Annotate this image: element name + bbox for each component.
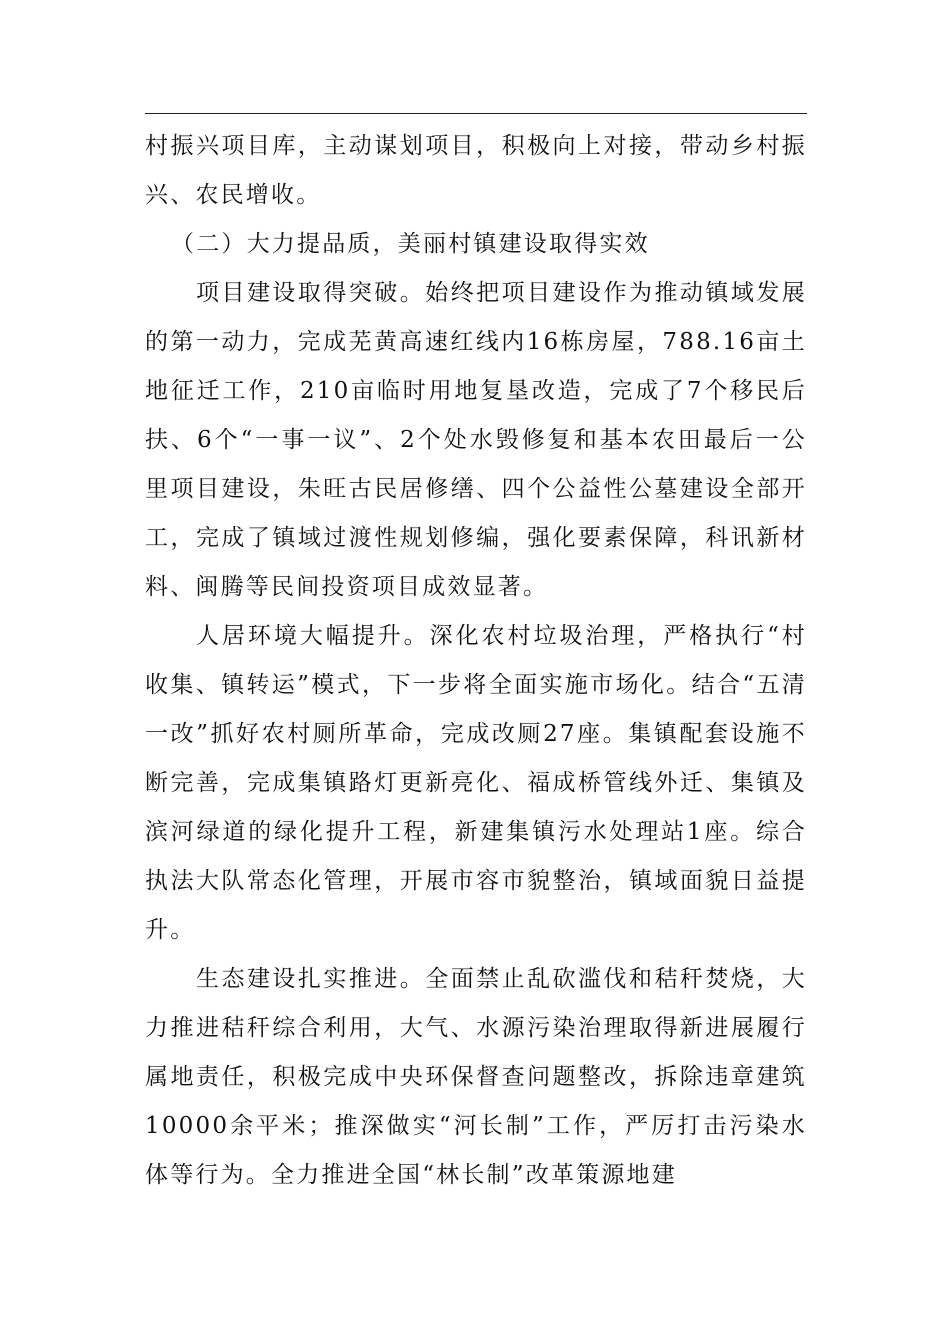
paragraph-project-construction: 项目建设取得突破。始终把项目建设作为推动镇域发展的第一动力，完成芜黄高速红线内16栋房屋，788.16亩土地征迁工作，210亩临时用地复垦改造，完成了7个移民后扶、6个“一事一议”、2个处水毁修复和基本农田最后一公里项目建设，朱旺古民居修缮、四个公益性公墓建设全部开工，完成了镇域过渡性规划修编，强化要素保障，科讯新材料、闽腾等民间投资项目成效显著。	[145, 280, 807, 600]
section-heading: （二）大力提品质，美丽村镇建设取得实效	[171, 231, 650, 257]
paragraph-living-environment: 人居环境大幅提升。深化农村垃圾治理，严格执行“村收集、镇转运”模式，下一步将全面实施市场化。结合“五清一改”抓好农村厕所革命，完成改厕27座。集镇配套设施不断完善，完成集镇路灯更新亮化、福成桥管线外迁、集镇及滨河绿道的绿化提升工程，新建集镇污水处理站1座。综合执法大队常态化管理，开展市容市貌整治，镇域面貌日益提升。	[145, 623, 807, 943]
paragraph-continuation: 村振兴项目库，主动谋划项目，积极向上对接，带动乡村振兴、农民增收。	[145, 133, 807, 208]
document-body	[145, 122, 807, 1200]
header-rule	[145, 113, 807, 114]
paragraph-ecological-construction: 生态建设扎实推进。全面禁止乱砍滥伐和秸秆焚烧，大力推进秸秆综合利用，大气、水源污染治理取得新进展履行属地责任，积极完成中央环保督查问题整改，拆除违章建筑10000余平米；推深做实“河长制”工作，严厉打击污染水体等行为。全力推进全国“林长制”改革策源地建	[145, 966, 807, 1188]
